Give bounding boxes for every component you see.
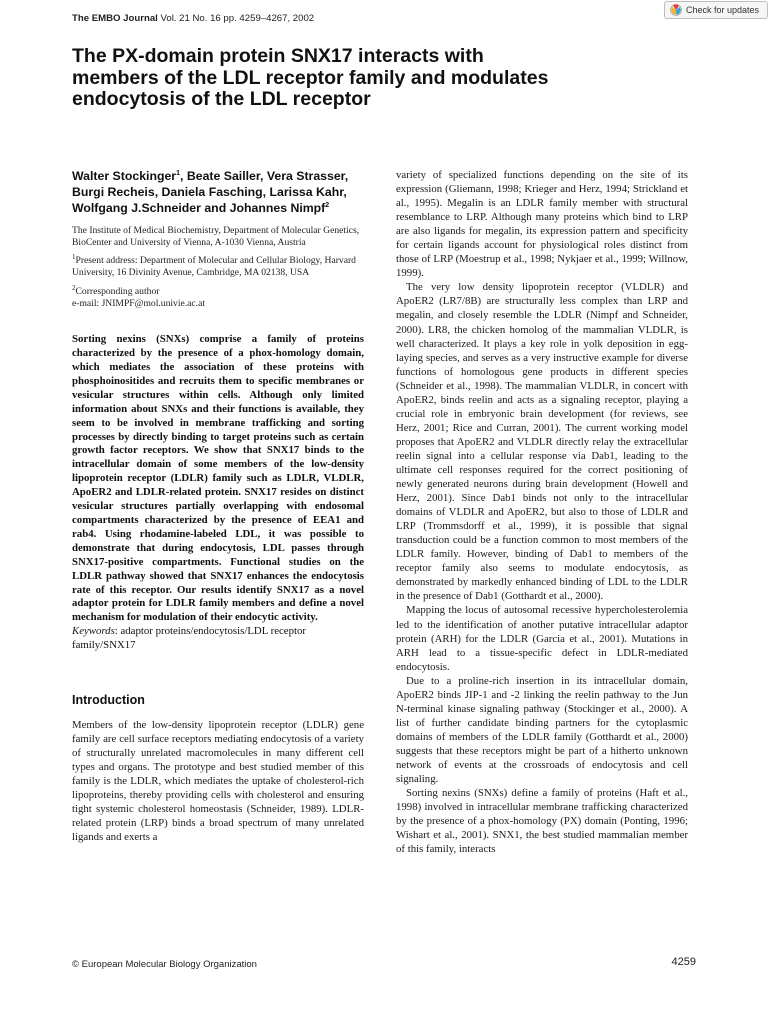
author-list bbox=[72, 168, 364, 216]
body-paragraph: Due to a proline-rich insertion in its intracellular domain, ApoER2 binds JIP-1 and -2 linking the reelin pathway to the Jun N-terminal kinase signaling pathway (Stockinger et al., 2000). A list of further candidate binding partners for the cytoplasmic domains of members of the LDLR family (Gotthardt et al., 2000) suggests that these receptors might be part of a hitherto unknown network of events at the crossroads of endocytosis and cell signaling. bbox=[396, 674, 688, 786]
present-address-text: Present address: Department of Molecular and Cellular Biology, Harvard University, 16 Divinity Avenue, Cambridge, MA 02138, USA bbox=[72, 255, 356, 279]
keywords-label: Keywords bbox=[72, 625, 115, 638]
author-separator: , bbox=[262, 185, 270, 199]
footnote-marker: 1 bbox=[72, 253, 76, 262]
check-for-updates-label: Check for updates bbox=[686, 5, 760, 15]
author-separator: , bbox=[180, 169, 187, 183]
footer-organization: © European Molecular Biology Organization bbox=[72, 959, 257, 970]
author-footnote-marker: 2 bbox=[325, 201, 330, 209]
corresponding-author-note bbox=[72, 283, 364, 309]
author-separator: and bbox=[200, 201, 230, 215]
author-name: Burgi Recheis bbox=[72, 185, 155, 199]
footnote-marker: 2 bbox=[72, 283, 76, 292]
author-email: e-mail: JNIMPF@mol.univie.ac.at bbox=[72, 297, 206, 309]
author-separator: , bbox=[344, 169, 349, 183]
author-name: Wolfgang J.Schneider bbox=[72, 201, 201, 215]
author-separator: , bbox=[154, 185, 162, 199]
author-name: Johannes Nimpf bbox=[229, 201, 326, 215]
journal-volume-pages: Vol. 21 No. 16 pp. 4259–4267, 2002 bbox=[157, 13, 315, 24]
journal-name: The EMBO Journal bbox=[72, 13, 158, 24]
body-paragraph: Sorting nexins (SNXs) define a family of proteins (Haft et al., 1998) involved in intracellular membrane trafficking characterized by the presence of a phox-homology (PX) domain (Ponting, 1996; Wishart et al., 2001). SNX1, the best studied mammalian member of this family, interacts bbox=[396, 787, 688, 856]
affiliation: The Institute of Medical Biochemistry, Department of Molecular Genetics, BioCenter and University of Vienna, A-1030 Vienna, Austria bbox=[72, 225, 360, 248]
body-paragraph: The very low density lipoprotein receptor (VLDLR) and ApoER2 (LR7/8B) are structurally less complex than LRP and megalin, and closely resemble the LDLR (Nimpf and Schneider, 2000). LR8, the chicken homolog of the mammalian VLDLR, is well characterized. It plays a key role in yolk deposition in egg-laying species, and serves as a very instructive example for diverse functions of homologous gene products in different species (Schneider et al., 1998). The mammalian VLDLR, in concert with ApoER2, binds reelin and acts as a signaling receptor, playing a crucial role in embryonic brain development (for reviews, see Herz, 2001; Rice and Curran, 2001). The current working model proposes that ApoER2 and VLDLR directly relay the extracellular reelin signal into a cellular response via Dab1, leading to the ultimate cell responses required for the correct positioning of newly generated neurons during brain development (Howell and Herz, 2001). Since Dab1 binds not only to the intracellular domains of VLDLR and ApoER2, but also to those of LDLR and LRP (Trommsdorff et al., 1999), it is possible that signal transduction could be a function common to most members of the LDLR family. However, binding of Dab1 to members of the receptor family also seems to modulate endocytosis, as demonstrated by markedly enhanced binding of LDL to the LDLR in the presence of Dab1 (Gotthardt et al., 2000). bbox=[396, 281, 688, 603]
author-name: Larissa Kahr bbox=[269, 185, 344, 199]
author-footnote-marker: 1 bbox=[176, 169, 180, 177]
right-column bbox=[396, 168, 688, 856]
crossmark-icon bbox=[670, 4, 682, 16]
author-separator: , bbox=[343, 185, 347, 199]
body-paragraph: variety of specialized functions depending on the site of its expression (Gliemann, 1998; Krieger and Herz, 1994; Strickland et al., 1995). Megalin is an LDLR family member with structural resemblance to LRP. Although many proteins which bind to LRP are also ligands for megalin, its expression pattern and specificity for certain ligands account for physiological roles distinct from those of LRP (Moestrup et al., 1998; Nykjaer et al., 1999; Willnow, 1999). bbox=[396, 169, 688, 280]
author-name: Daniela Fasching bbox=[161, 185, 263, 199]
body-paragraph: Mapping the locus of autosomal recessive hypercholesterolemia led to the identification of another putative intracellular adaptor protein (ARH) for the LDLR (Garcia et al., 2001). Mutations in ARH lead to a tissue-specific defect in LDLR-mediated endocytosis. bbox=[396, 604, 688, 673]
check-for-updates-button[interactable] bbox=[664, 1, 768, 19]
keywords-text: : adaptor proteins/endocytosis/LDL receptor family/SNX17 bbox=[72, 625, 306, 652]
introduction-paragraph: Members of the low-density lipoprotein receptor (LDLR) gene family are cell surface receptors mediating endocytosis of a variety of structurally unrelated macromolecules in many different cell types and organs. The prototype and best studied member of this family is the LDLR, which mediates the uptake of cholesterol-rich lipoproteins, thereby providing cells with cholesterol and ensuring tight systemic cholesterol homeostasis (Schneider, 1989). LDLR-related protein (LRP) binds a broad spectrum of many unrelated ligands and exerts a bbox=[72, 719, 364, 844]
author-name: Vera Strasser bbox=[266, 169, 345, 183]
abstract: Sorting nexins (SNXs) comprise a family of proteins characterized by the presence of a phox-homology domain, which mediates the association of these proteins with phosphoinositides and recruits them to specific membranes or vesicular structures within cells. Although only limited information about SNXs and their functions is available, they seem to be involved in membrane trafficking and sorting processes by directly binding to target proteins such as certain growth factor receptors. We show that SNX17 binds to the intracellular domain of some members of the low-density lipoprotein receptor (LDLR) family such as LDLR, VLDLR, ApoER2 and LDLR-related protein. SNX17 resides on distinct vesicular structures partially overlapping with endosomal compartments characterized by the presence of EEA1 and rab4. Using rhodamine-labeled LDL, it was possible to demonstrate that during endocytosis, LDL passes through SNX17-positive compartments. Functional studies on the LDLR pathway showed that SNX17 enhances the endocytosis rate of this receptor. Our results identify SNX17 as a novel adaptor protein for LDLR family members and define a novel mechanism for modulation of their endocytic activity. bbox=[72, 333, 364, 624]
left-column bbox=[72, 168, 364, 844]
corresponding-author-label: Corresponding author bbox=[75, 285, 160, 297]
present-address-note bbox=[72, 255, 364, 278]
page-number: 4259 bbox=[671, 956, 696, 968]
article-title: The PX-domain protein SNX17 interacts with members of the LDL receptor family and modulates endocytosis of the LDL receptor bbox=[72, 45, 549, 110]
keywords bbox=[72, 625, 364, 653]
journal-citation bbox=[72, 13, 314, 24]
section-heading-introduction: Introduction bbox=[72, 693, 145, 708]
author-name: Walter Stockinger bbox=[72, 169, 177, 183]
author-separator: , bbox=[260, 169, 267, 183]
author-name: Beate Sailler bbox=[186, 169, 260, 183]
